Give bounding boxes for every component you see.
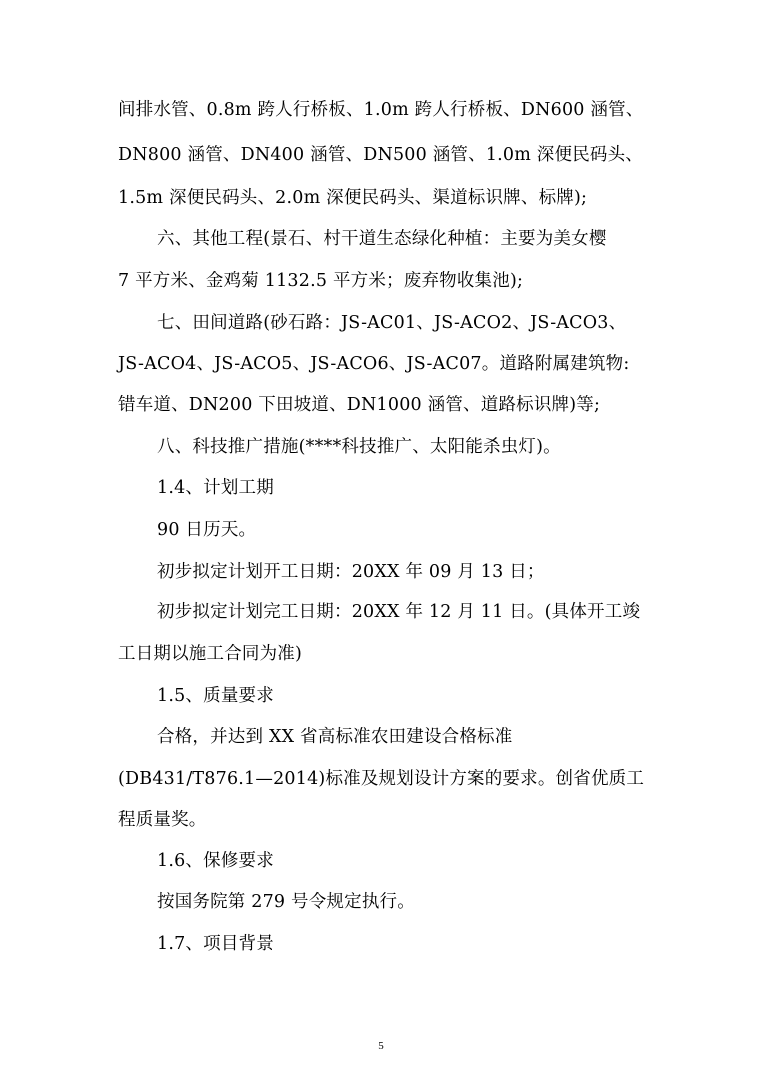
text-line: DN800 涵管、DN400 涵管、DN500 涵管、1.0m 深便民码头、 [118,145,644,165]
section-heading: 1.4、计划工期 [157,478,274,498]
text-line: 90 日历天。 [157,520,257,540]
text-line: 程质量奖。 [118,810,207,830]
text-line: 间排水管、0.8m 跨人行桥板、1.0m 跨人行桥板、DN600 涵管、 [118,100,644,120]
text-line: 合格，并达到 XX 省高标准农田建设合格标准 [157,727,513,747]
text-line: 初步拟定计划完工日期：20XX 年 12 月 11 日。(具体开工竣 [157,602,641,622]
section-heading: 1.5、质量要求 [157,686,274,706]
text-line: 7 平方米、金鸡菊 1132.5 平方米；废弃物收集池); [118,271,524,291]
text-line: JS-ACO4、JS-ACO5、JS-ACO6、JS-AC07。道路附属建筑物: [118,354,630,374]
text-line: (DB431/T876.1—2014)标准及规划设计方案的要求。创省优质工 [118,769,645,789]
section-heading: 六、其他工程(景石、村干道生态绿化种植：主要为美女樱 [157,229,607,249]
text-line: 错车道、DN200 下田坡道、DN1000 涵管、道路标识牌)等; [118,395,601,415]
text-line: 1.5m 深便民码头、2.0m 深便民码头、渠道标识牌、标牌); [118,188,588,208]
text-line: 工日期以施工合同为准) [118,644,303,664]
page-number: 5 [378,1040,384,1052]
section-heading: 1.7、项目背景 [157,934,274,954]
text-line: 按国务院第 279 号令规定执行。 [157,892,415,912]
section-heading: 八、科技推广措施(****科技推广、太阳能杀虫灯)。 [157,437,561,457]
text-line: 初步拟定计划开工日期：20XX 年 09 月 13 日； [157,562,545,582]
section-heading: 1.6、保修要求 [157,851,274,871]
section-heading: 七、田间道路(砂石路：JS-AC01、JS-ACO2、JS-ACO3、 [157,313,627,333]
